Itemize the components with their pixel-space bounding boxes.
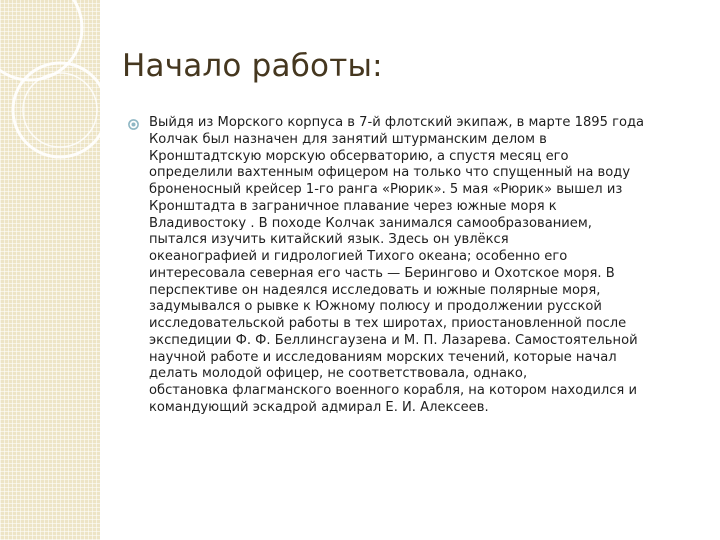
- circle-decoration: [0, 0, 110, 200]
- bullet-text: Выйдя из Морского корпуса в 7-й флотский экипаж, в марте 1895 года Колчак был назначен для занятий штурманским делом в Кронштадтскую морскую обсерваторию, а спустя месяц его определили вахтенным офицером на только что спущенный на воду броненосный крейсер 1-го ранга «Рюрик». 5 мая «Рюрик» вышел из Кронштадта в заграничное плавание через южные моря к Владивостоку . В походе Колчак занимался самообразованием, пытался изучить китайский язык. Здесь он увлёкся океанографией и гидрологией Тихого океана; особенно его интересовала северная его часть — Берингово и Охотское моря. В перспективе он надеялся исследовать и южные полярные моря, задумывался о рывке к Южному полюсу и продолжении русской исследовательской работы в тех широтах, приостановленной после экспедиции Ф. Ф. Беллинсгаузена и М. П. Лазарева. Самостоятельной научной работе и исследованиям морских течений, которые начал делать молодой офицер, не соответствовала, однако, обстановка флагманского военного корабля, на котором находился и командующий эскадрой адмирал Е. И. Алексеев.: [149, 115, 645, 415]
- teal-circle-bullet-icon: [128, 119, 139, 130]
- bullet-item: [128, 115, 700, 417]
- slide-body: [128, 115, 700, 417]
- slide-title: Начало работы:: [122, 48, 383, 84]
